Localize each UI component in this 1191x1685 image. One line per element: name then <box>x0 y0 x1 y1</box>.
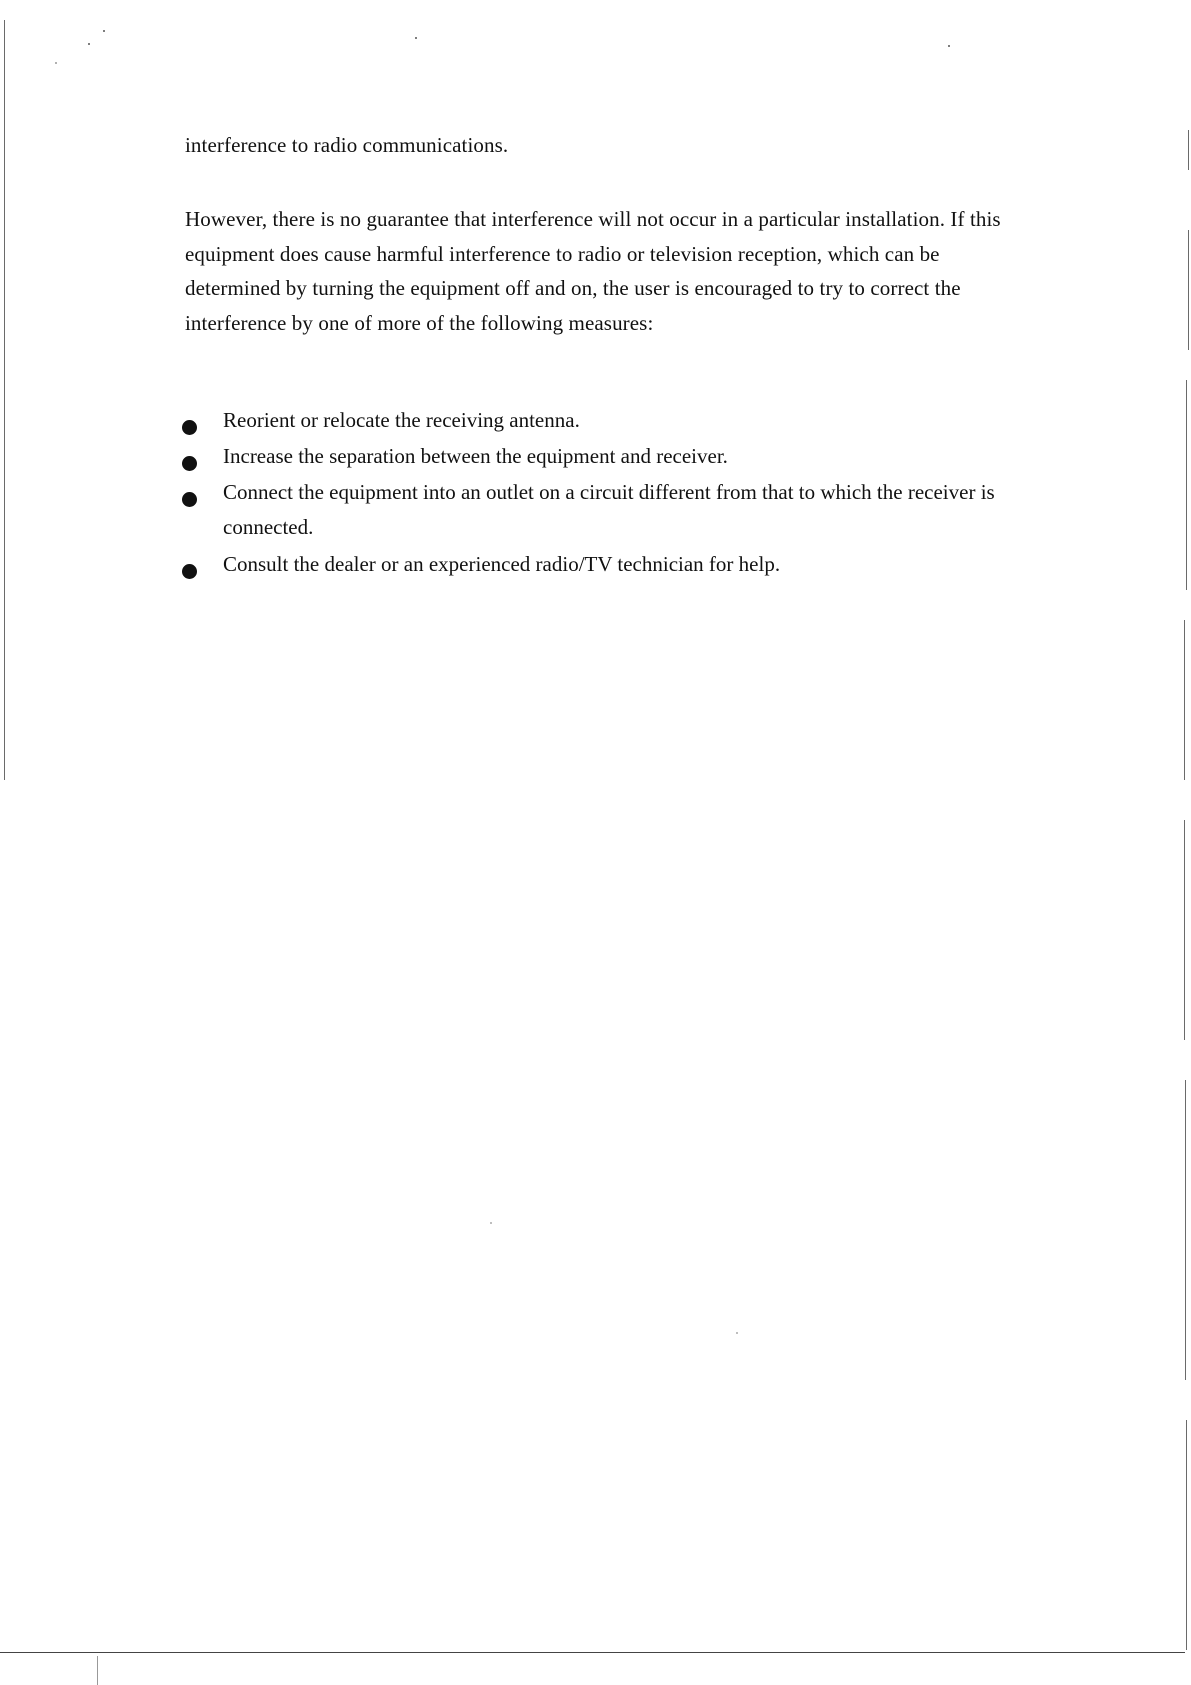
list-item-text: Consult the dealer or an experienced radio/TV technician for help. <box>223 552 781 576</box>
scan-edge-right <box>1186 380 1187 590</box>
scan-speck <box>103 30 105 32</box>
scan-edge-right <box>1186 1420 1187 1650</box>
list-item-text: Connect the equipment into an outlet on a circuit different from that to which the receiver is connected. <box>223 480 995 539</box>
scan-speck <box>415 37 417 39</box>
scan-speck <box>88 43 90 45</box>
scan-edge-left <box>4 20 5 780</box>
list-item-text: Increase the separation between the equipment and receiver. <box>223 444 728 468</box>
scan-edge-right <box>1185 1080 1186 1380</box>
scan-edge-bottom <box>0 1652 1185 1653</box>
bullet-icon <box>182 564 197 579</box>
bullet-icon <box>182 456 197 471</box>
bullet-icon <box>182 420 197 435</box>
scan-edge-right <box>1184 620 1185 780</box>
list-item-text: Reorient or relocate the receiving antenna. <box>223 408 580 432</box>
scan-edge-right <box>1184 820 1185 1040</box>
bullet-icon <box>182 492 197 507</box>
scan-speck <box>948 45 950 47</box>
however-paragraph: However, there is no guarantee that interference will not occur in a particular installation. If this equipment does cause harmful interference to radio or television reception, which can be determined by turning the equipment off and on, the user is encouraged to try to correct the interference by one of more of the following measures: <box>185 207 1001 335</box>
scan-edge-bottom-tick <box>97 1656 98 1685</box>
scan-edge-right <box>1188 130 1189 170</box>
scan-speck <box>490 1222 492 1224</box>
scan-edge-right <box>1188 230 1189 350</box>
scan-speck <box>736 1332 738 1334</box>
intro-paragraph: interference to radio communications. <box>185 133 509 157</box>
scan-speck <box>55 62 57 64</box>
